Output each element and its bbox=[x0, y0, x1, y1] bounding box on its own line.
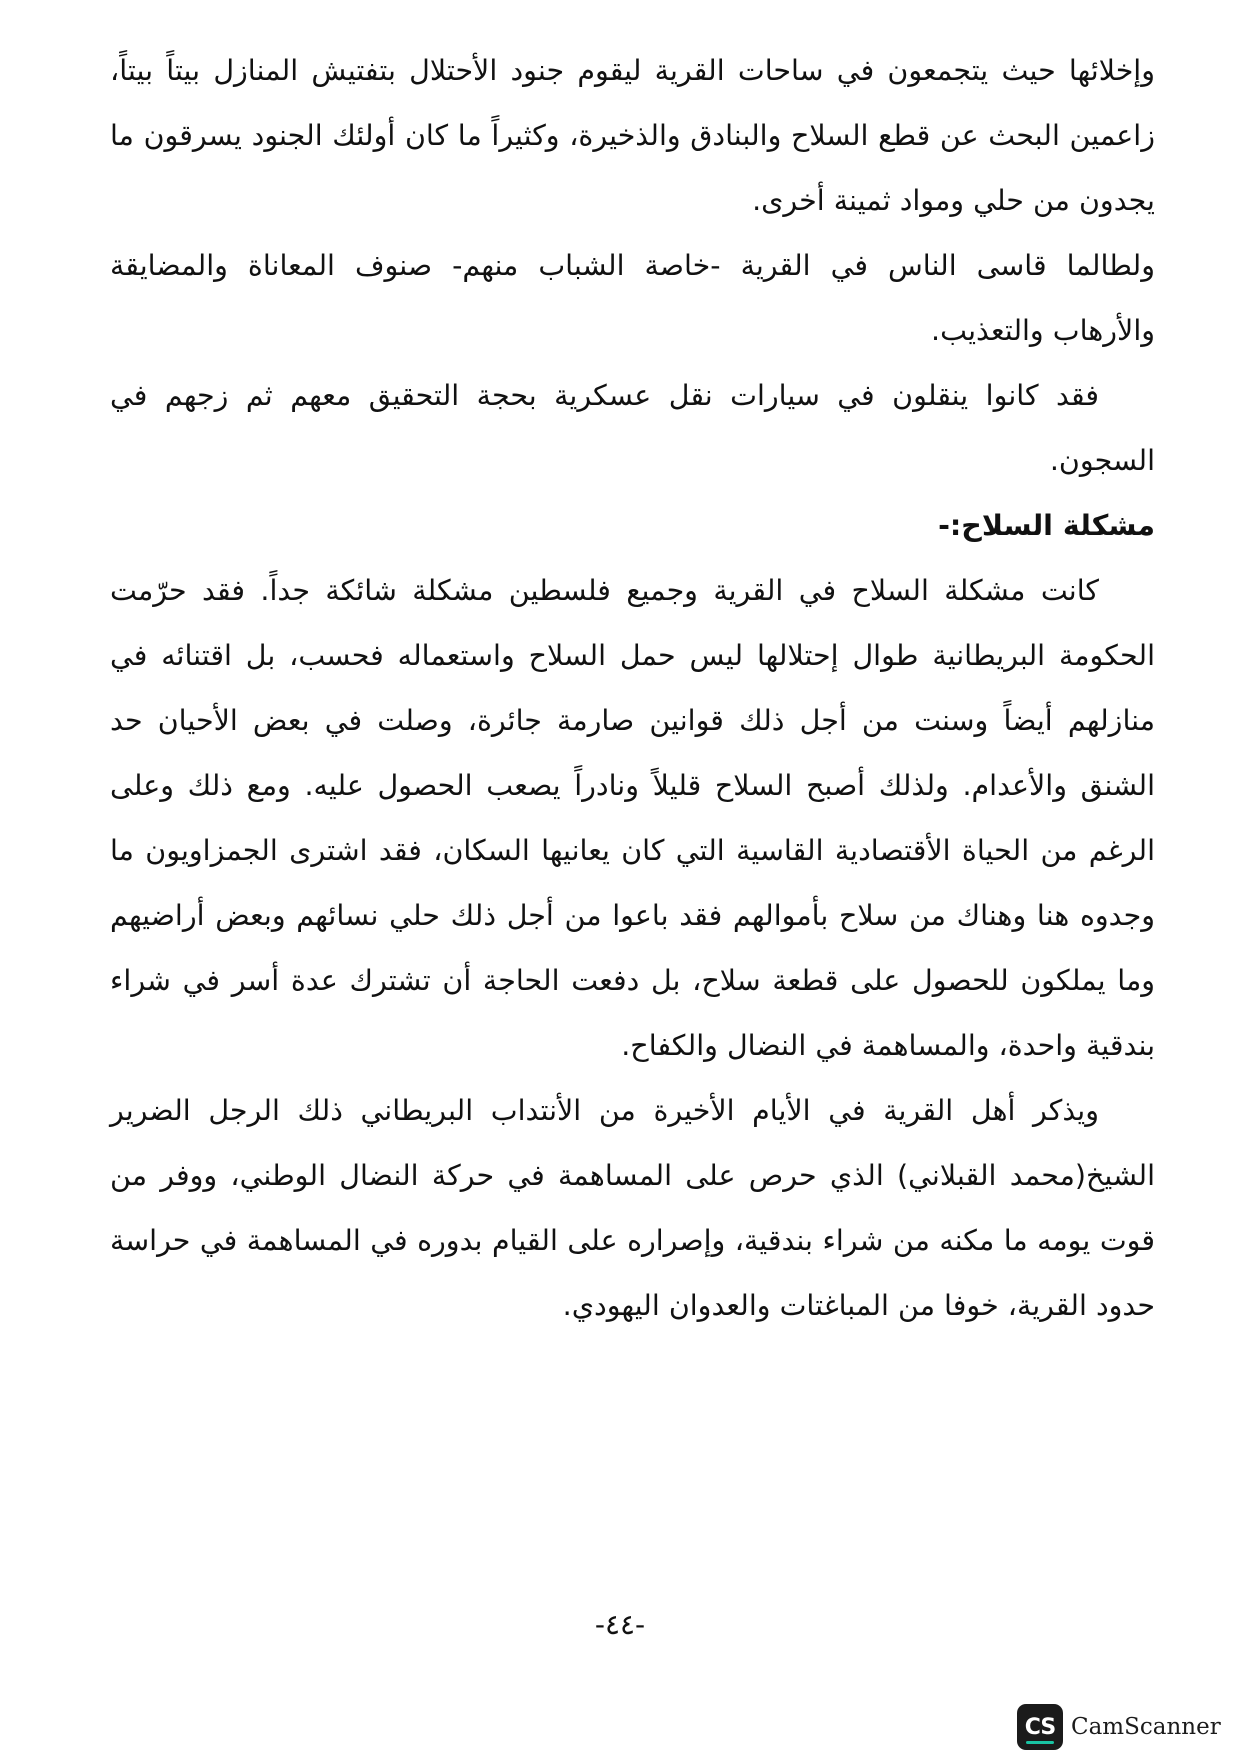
section-heading: مشكلة السلاح:- bbox=[938, 509, 1155, 542]
paragraph-3: فقد كانوا ينقلون في سيارات نقل عسكرية بحجة التحقيق معهم ثم زجهم في السجون. bbox=[110, 379, 1155, 477]
paragraph-4: كانت مشكلة السلاح في القرية وجميع فلسطين مشكلة شائكة جداً. فقد حرّمت الحكومة البريطانية طوال إحتلالها ليس حمل السلاح واستعماله فحسب، بل اقتنائه في منازلهم أيضاً وسنت من أجل ذلك قوانين صارمة جائرة، وصلت في بعض الأحيان حد الشنق والأعدام. ولذلك أصبح السلاح قليلاً ونادراً يصعب الحصول عليه. ومع ذلك وعلى الرغم من الحياة الأقتصادية القاسية التي كان يعانيها السكان، فقد اشترى الجمزاويون ما وجدوه هنا وهناك من سلاح بأموالهم فقد باعوا من أجل ذلك حلي نسائهم وبعض أراضيهم وما يملكون للحصول على قطعة سلاح، بل دفعت الحاجة أن تشترك عدة أسر في شراء بندقية واحدة، والمساهمة في النضال والكفاح. bbox=[110, 574, 1155, 1062]
camscanner-logo-icon bbox=[1017, 1704, 1063, 1750]
document-body bbox=[110, 38, 1155, 1338]
camscanner-watermark bbox=[1017, 1704, 1221, 1750]
paragraph-1: وإخلائها حيث يتجمعون في ساحات القرية ليقوم جنود الأحتلال بتفتيش المنازل بيتاً بيتاً، زاعمين البحث عن قطع السلاح والبنادق والذخيرة، وكثيراً ما كان أولئك الجنود يسرقون ما يجدون من حلي ومواد ثمينة أخرى. bbox=[110, 54, 1155, 217]
paragraph-5: ويذكر أهل القرية في الأيام الأخيرة من الأنتداب البريطاني ذلك الرجل الضرير الشيخ(محمد القبلاني) الذي حرص على المساهمة في حركة النضال الوطني، ووفر من قوت يومه ما مكنه من شراء بندقية، وإصراره على القيام بدوره في المساهمة في حراسة حدود القرية، خوفا من المباغتات والعدوان اليهودي. bbox=[110, 1094, 1155, 1322]
camscanner-logo-text: CS bbox=[1024, 1714, 1056, 1740]
page-number: -٤٤- bbox=[594, 1608, 646, 1641]
paragraph-2: ولطالما قاسى الناس في القرية -خاصة الشباب منهم- صنوف المعاناة والمضايقة والأرهاب والتعذيب. bbox=[110, 249, 1155, 347]
camscanner-name: CamScanner bbox=[1071, 1714, 1221, 1740]
